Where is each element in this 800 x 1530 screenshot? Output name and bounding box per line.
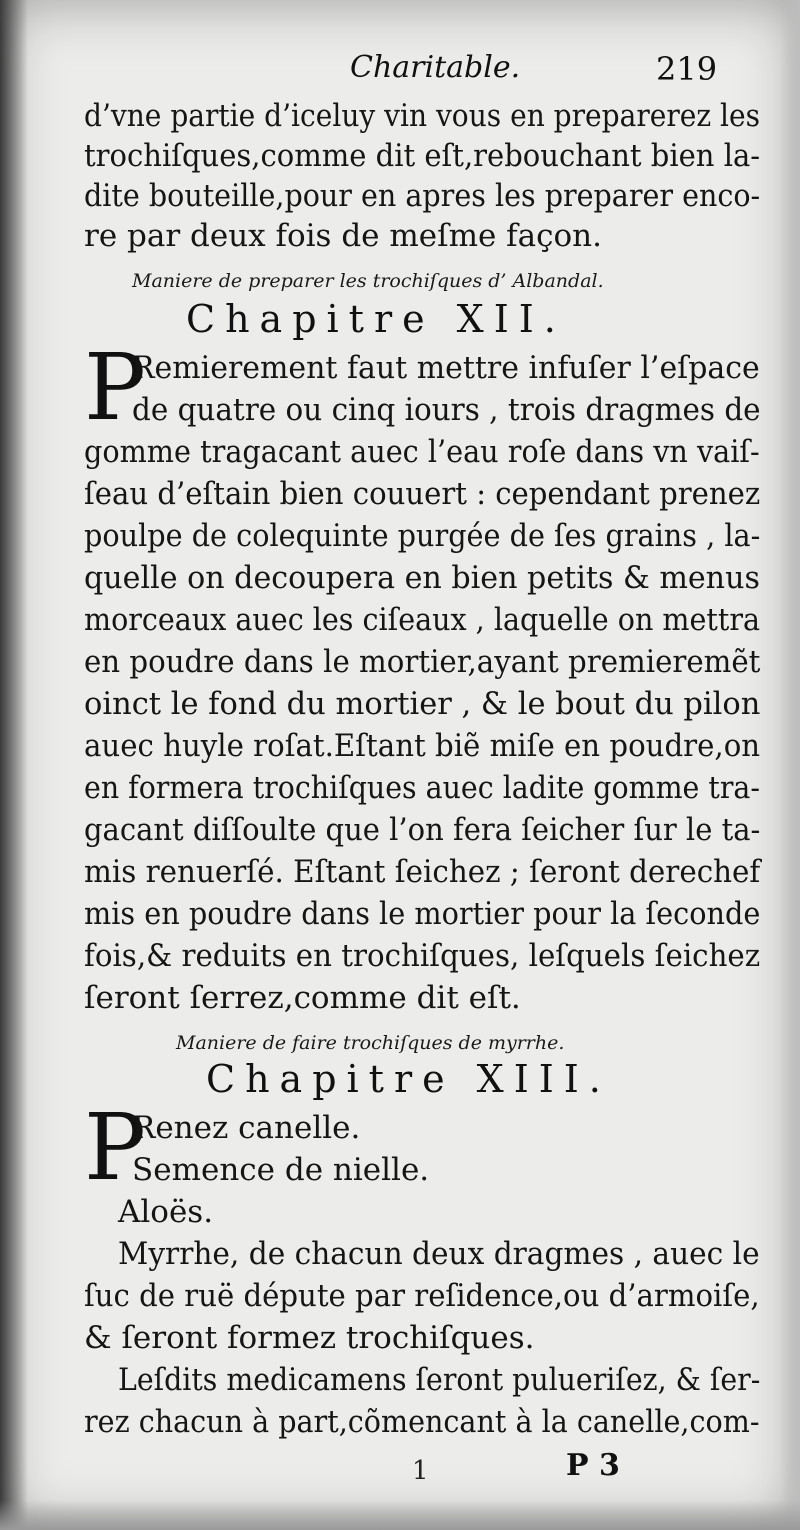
chapter-heading: Chapitre XII.	[186, 297, 566, 341]
text-line: auec huyle roſat.Eſtant biẽ miſe en poudre,on	[84, 728, 761, 764]
text-line: en poudre dans le mortier,ayant premieremẽt	[84, 644, 761, 680]
text-line: ſeau d’eſtain bien couuert : cependant prenez	[84, 476, 761, 512]
text-line: mis renuerſé. Eſtant ſeichez ; ſeront derechef	[84, 854, 761, 890]
text-line: morceaux auec les ciſeaux , laquelle on mettra	[84, 602, 761, 638]
text-line: quelle on decoupera en bien petits & menus	[84, 560, 760, 596]
text-line: poulpe de colequinte purgée de ſes grains , la-	[84, 518, 761, 554]
text-line: ſeront ſerrez,comme dit eſt.	[84, 980, 521, 1016]
text-line: ſuc de ruë députe par reſidence,ou d’armoiſe,	[84, 1278, 760, 1314]
page-gutter-shadow	[0, 0, 28, 1530]
signature-mark: P 3	[566, 1448, 620, 1483]
text-line: Semence de nielle.	[132, 1152, 430, 1188]
text-line: & ſeront formez trochiſques.	[84, 1320, 535, 1356]
text-line: Renez canelle.	[132, 1110, 361, 1146]
text-line: Leſdits medicamens ſeront pulueriſez, & ſer-	[118, 1362, 761, 1398]
drop-cap: P	[84, 1094, 146, 1201]
text-line: gomme tragacant auec l’eau roſe dans vn vaiſ-	[84, 434, 760, 470]
text-line: en formera trochiſques auec ladite gomme tra-	[84, 770, 760, 806]
text-line: mis en poudre dans le mortier pour la ſeconde	[84, 896, 761, 932]
text-line: Aloës.	[118, 1194, 214, 1230]
page-right-edge	[780, 0, 800, 1530]
page-bottom-edge	[0, 1500, 800, 1530]
text-line: dite bouteille,pour en apres les preparer enco-	[84, 178, 761, 214]
section-caption: Maniere de faire trochiſques de myrrhe.	[176, 1032, 565, 1054]
text-line: oinct le fond du mortier , & le bout du pilon	[84, 686, 761, 722]
text-line: de quatre ou cinq iours , trois dragmes de	[132, 392, 761, 428]
text-line: re par deux fois de meſme façon.	[84, 218, 602, 254]
text-line: gacant diſſoulte que l’on fera ſeicher ſur le ta-	[84, 812, 761, 848]
text-line: fois,& reduits en trochiſques, leſquels ſeichez	[84, 938, 761, 974]
drop-cap: P	[84, 334, 146, 441]
page-number: 219	[656, 50, 718, 88]
running-title: Charitable.	[350, 50, 521, 85]
text-line: trochiſques,comme dit eſt,rebouchant bien la-	[84, 138, 761, 174]
text-line: d’vne partie d’iceluy vin vous en preparerez les	[84, 98, 761, 134]
chapter-heading: Chapitre XIII.	[206, 1057, 611, 1101]
footer-mark: 1	[412, 1456, 429, 1486]
section-caption: Maniere de preparer les trochiſques d’ Albandal.	[132, 270, 604, 292]
text-line: Remierement faut mettre infuſer l’eſpace	[132, 350, 760, 386]
text-line: Myrrhe, de chacun deux dragmes , auec le	[118, 1236, 760, 1272]
text-line: rez chacun à part,cõmencant à la canelle,com-	[84, 1404, 760, 1440]
